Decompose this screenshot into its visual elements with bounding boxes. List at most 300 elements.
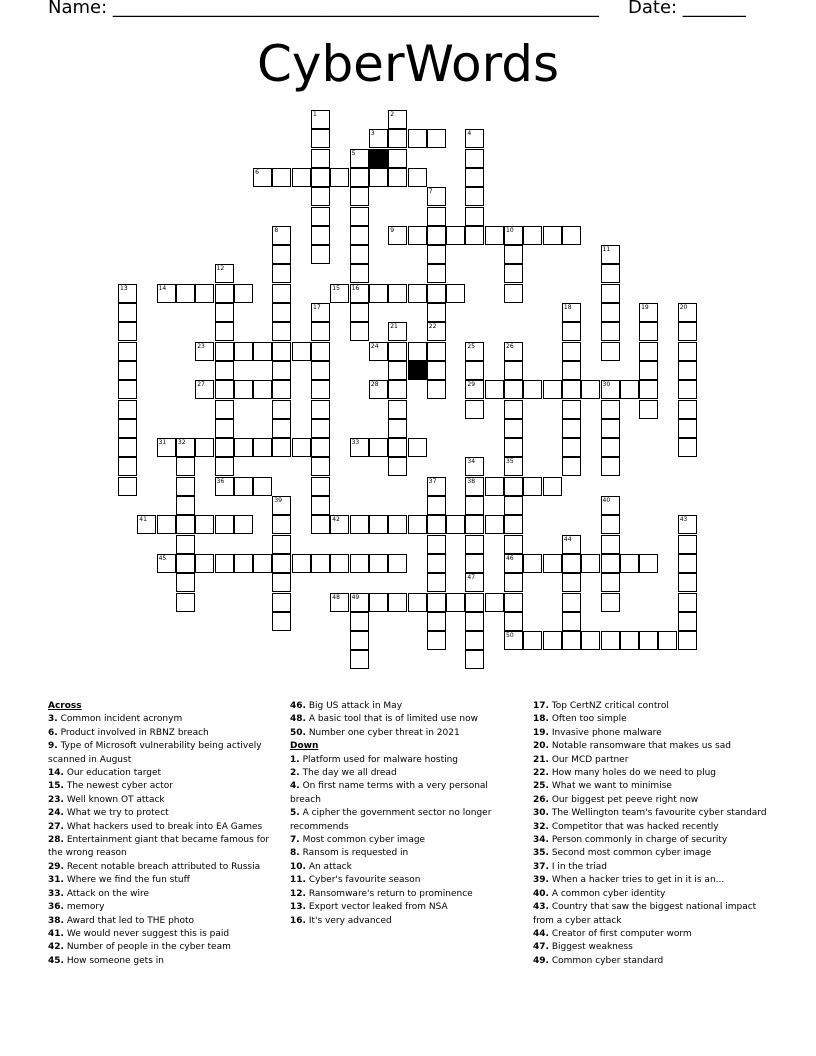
grid-cell[interactable] <box>350 322 369 341</box>
grid-cell[interactable] <box>118 322 137 341</box>
grid-cell[interactable] <box>350 226 369 245</box>
grid-cell[interactable] <box>408 515 427 534</box>
grid-cell[interactable] <box>369 342 388 361</box>
grid-cell[interactable] <box>137 515 156 534</box>
grid-cell[interactable] <box>234 438 253 457</box>
grid-cell[interactable] <box>350 187 369 206</box>
grid-cell[interactable] <box>408 438 427 457</box>
grid-cell[interactable] <box>446 515 465 534</box>
grid-cell[interactable] <box>504 400 523 419</box>
grid-cell[interactable] <box>272 322 291 341</box>
grid-cell[interactable] <box>118 361 137 380</box>
grid-cell[interactable] <box>504 361 523 380</box>
grid-cell[interactable] <box>427 342 446 361</box>
grid-cell[interactable] <box>504 631 523 650</box>
grid-cell[interactable] <box>176 554 195 573</box>
grid-cell[interactable] <box>118 342 137 361</box>
grid-cell[interactable] <box>427 129 446 148</box>
grid-cell[interactable] <box>311 187 330 206</box>
grid-cell[interactable] <box>523 380 542 399</box>
grid-cell[interactable] <box>350 149 369 168</box>
grid-cell[interactable] <box>408 168 427 187</box>
grid-cell[interactable] <box>601 400 620 419</box>
grid-cell[interactable] <box>620 380 639 399</box>
grid-cell[interactable] <box>485 477 504 496</box>
grid-cell[interactable] <box>272 245 291 264</box>
grid-cell[interactable] <box>253 554 272 573</box>
grid-cell[interactable] <box>388 593 407 612</box>
grid-cell[interactable] <box>465 226 484 245</box>
grid-cell[interactable] <box>215 477 234 496</box>
grid-cell[interactable] <box>601 496 620 515</box>
grid-cell[interactable] <box>215 284 234 303</box>
grid-cell[interactable] <box>504 419 523 438</box>
grid-cell[interactable] <box>465 207 484 226</box>
grid-cell[interactable] <box>272 226 291 245</box>
grid-cell[interactable] <box>388 400 407 419</box>
grid-cell[interactable] <box>157 284 176 303</box>
grid-cell[interactable] <box>601 457 620 476</box>
grid-cell[interactable] <box>176 515 195 534</box>
grid-cell[interactable] <box>330 515 349 534</box>
grid-cell[interactable] <box>388 419 407 438</box>
grid-cell[interactable] <box>195 515 214 534</box>
grid-cell[interactable] <box>118 438 137 457</box>
grid-cell[interactable] <box>446 226 465 245</box>
grid-cell[interactable] <box>215 361 234 380</box>
grid-cell[interactable] <box>272 515 291 534</box>
grid-cell[interactable] <box>311 361 330 380</box>
grid-cell[interactable] <box>292 554 311 573</box>
grid-cell[interactable] <box>427 477 446 496</box>
grid-cell[interactable] <box>311 129 330 148</box>
grid-cell[interactable] <box>678 322 697 341</box>
grid-cell[interactable] <box>562 457 581 476</box>
grid-cell[interactable] <box>601 535 620 554</box>
grid-cell[interactable] <box>272 361 291 380</box>
grid-cell[interactable] <box>504 438 523 457</box>
grid-cell[interactable] <box>215 554 234 573</box>
grid-cell[interactable] <box>678 380 697 399</box>
grid-cell[interactable] <box>388 342 407 361</box>
grid-cell[interactable] <box>562 631 581 650</box>
grid-cell[interactable] <box>234 554 253 573</box>
grid-cell[interactable] <box>601 303 620 322</box>
grid-cell[interactable] <box>504 380 523 399</box>
grid-cell[interactable] <box>446 284 465 303</box>
grid-cell[interactable] <box>234 477 253 496</box>
grid-cell[interactable] <box>350 168 369 187</box>
grid-cell[interactable] <box>465 149 484 168</box>
grid-cell[interactable] <box>427 515 446 534</box>
grid-cell[interactable] <box>272 264 291 283</box>
grid-cell[interactable] <box>272 419 291 438</box>
grid-cell[interactable] <box>176 284 195 303</box>
grid-cell[interactable] <box>388 438 407 457</box>
grid-cell[interactable] <box>658 631 677 650</box>
grid-cell[interactable] <box>562 535 581 554</box>
grid-cell[interactable] <box>523 477 542 496</box>
grid-cell[interactable] <box>253 168 272 187</box>
grid-cell[interactable] <box>620 554 639 573</box>
grid-cell[interactable] <box>485 380 504 399</box>
grid-cell[interactable] <box>388 129 407 148</box>
grid-cell[interactable] <box>176 573 195 592</box>
grid-cell[interactable] <box>253 438 272 457</box>
grid-cell[interactable] <box>118 457 137 476</box>
grid-cell[interactable] <box>485 515 504 534</box>
grid-cell[interactable] <box>678 361 697 380</box>
grid-cell[interactable] <box>234 284 253 303</box>
grid-cell[interactable] <box>369 168 388 187</box>
grid-cell[interactable] <box>350 650 369 669</box>
grid-cell[interactable] <box>350 515 369 534</box>
grid-cell[interactable] <box>408 284 427 303</box>
grid-cell[interactable] <box>118 380 137 399</box>
grid-cell[interactable] <box>350 631 369 650</box>
grid-cell[interactable] <box>292 438 311 457</box>
grid-cell[interactable] <box>408 342 427 361</box>
grid-cell[interactable] <box>427 322 446 341</box>
grid-cell[interactable] <box>388 554 407 573</box>
grid-cell[interactable] <box>272 535 291 554</box>
grid-cell[interactable] <box>388 457 407 476</box>
grid-cell[interactable] <box>504 593 523 612</box>
grid-cell[interactable] <box>215 438 234 457</box>
grid-cell[interactable] <box>504 284 523 303</box>
grid-cell[interactable] <box>678 303 697 322</box>
grid-cell[interactable] <box>253 477 272 496</box>
grid-cell[interactable] <box>369 438 388 457</box>
grid-cell[interactable] <box>272 342 291 361</box>
grid-cell[interactable] <box>427 361 446 380</box>
grid-cell[interactable] <box>427 207 446 226</box>
grid-cell[interactable] <box>523 226 542 245</box>
grid-cell[interactable] <box>601 284 620 303</box>
grid-cell[interactable] <box>176 535 195 554</box>
grid-cell[interactable] <box>311 207 330 226</box>
grid-cell[interactable] <box>427 535 446 554</box>
grid-cell[interactable] <box>311 438 330 457</box>
grid-cell[interactable] <box>234 515 253 534</box>
grid-cell[interactable] <box>350 284 369 303</box>
grid-cell[interactable] <box>562 419 581 438</box>
grid-cell[interactable] <box>215 303 234 322</box>
grid-cell[interactable] <box>601 554 620 573</box>
grid-cell[interactable] <box>601 245 620 264</box>
grid-cell[interactable] <box>292 342 311 361</box>
grid-cell[interactable] <box>388 361 407 380</box>
grid-cell[interactable] <box>311 554 330 573</box>
grid-cell[interactable] <box>504 477 523 496</box>
grid-cell[interactable] <box>639 554 658 573</box>
grid-cell[interactable] <box>562 438 581 457</box>
grid-cell[interactable] <box>427 593 446 612</box>
grid-cell[interactable] <box>465 400 484 419</box>
grid-cell[interactable] <box>504 342 523 361</box>
grid-cell[interactable] <box>465 535 484 554</box>
grid-cell[interactable] <box>176 457 195 476</box>
grid-cell[interactable] <box>427 303 446 322</box>
grid-cell[interactable] <box>678 612 697 631</box>
grid-cell[interactable] <box>465 515 484 534</box>
grid-cell[interactable] <box>504 515 523 534</box>
grid-cell[interactable] <box>388 110 407 129</box>
grid-cell[interactable] <box>639 380 658 399</box>
grid-cell[interactable] <box>408 129 427 148</box>
grid-cell[interactable] <box>311 457 330 476</box>
grid-cell[interactable] <box>311 303 330 322</box>
grid-cell[interactable] <box>601 264 620 283</box>
grid-cell[interactable] <box>350 207 369 226</box>
grid-cell[interactable] <box>176 438 195 457</box>
grid-cell[interactable] <box>350 593 369 612</box>
grid-cell[interactable] <box>639 361 658 380</box>
grid-cell[interactable] <box>504 535 523 554</box>
grid-cell[interactable] <box>504 612 523 631</box>
grid-cell[interactable] <box>523 631 542 650</box>
grid-cell[interactable] <box>157 554 176 573</box>
grid-cell[interactable] <box>639 631 658 650</box>
grid-cell[interactable] <box>350 438 369 457</box>
grid-cell[interactable] <box>543 631 562 650</box>
grid-cell[interactable] <box>311 322 330 341</box>
grid-cell[interactable] <box>465 593 484 612</box>
grid-cell[interactable] <box>465 361 484 380</box>
grid-cell[interactable] <box>234 342 253 361</box>
grid-cell[interactable] <box>272 612 291 631</box>
grid-cell[interactable] <box>427 612 446 631</box>
grid-cell[interactable] <box>118 477 137 496</box>
grid-cell[interactable] <box>620 631 639 650</box>
grid-cell[interactable] <box>408 226 427 245</box>
grid-cell[interactable] <box>388 515 407 534</box>
grid-cell[interactable] <box>118 400 137 419</box>
grid-cell[interactable] <box>272 593 291 612</box>
grid-cell[interactable] <box>369 380 388 399</box>
grid-cell[interactable] <box>601 438 620 457</box>
grid-cell[interactable] <box>678 438 697 457</box>
grid-cell[interactable] <box>427 284 446 303</box>
grid-cell[interactable] <box>157 515 176 534</box>
grid-cell[interactable] <box>504 264 523 283</box>
grid-cell[interactable] <box>601 380 620 399</box>
grid-cell[interactable] <box>543 226 562 245</box>
grid-cell[interactable] <box>639 322 658 341</box>
grid-cell[interactable] <box>311 245 330 264</box>
grid-cell[interactable] <box>562 226 581 245</box>
grid-cell[interactable] <box>350 612 369 631</box>
grid-cell[interactable] <box>311 149 330 168</box>
grid-cell[interactable] <box>639 303 658 322</box>
grid-cell[interactable] <box>272 554 291 573</box>
grid-cell[interactable] <box>465 380 484 399</box>
grid-cell[interactable] <box>678 400 697 419</box>
grid-cell[interactable] <box>427 245 446 264</box>
grid-cell[interactable] <box>601 322 620 341</box>
grid-cell[interactable] <box>176 496 195 515</box>
grid-cell[interactable] <box>504 573 523 592</box>
grid-cell[interactable] <box>311 110 330 129</box>
grid-cell[interactable] <box>562 400 581 419</box>
grid-cell[interactable] <box>215 515 234 534</box>
grid-cell[interactable] <box>504 245 523 264</box>
grid-cell[interactable] <box>465 554 484 573</box>
grid-cell[interactable] <box>215 419 234 438</box>
grid-cell[interactable] <box>504 457 523 476</box>
grid-cell[interactable] <box>215 322 234 341</box>
grid-cell[interactable] <box>388 380 407 399</box>
grid-cell[interactable] <box>427 554 446 573</box>
grid-cell[interactable] <box>678 631 697 650</box>
grid-cell[interactable] <box>639 400 658 419</box>
grid-cell[interactable] <box>253 380 272 399</box>
grid-cell[interactable] <box>543 477 562 496</box>
grid-cell[interactable] <box>562 380 581 399</box>
grid-cell[interactable] <box>311 226 330 245</box>
grid-cell[interactable] <box>311 419 330 438</box>
grid-cell[interactable] <box>465 342 484 361</box>
grid-cell[interactable] <box>427 380 446 399</box>
grid-cell[interactable] <box>369 515 388 534</box>
grid-cell[interactable] <box>118 419 137 438</box>
grid-cell[interactable] <box>562 361 581 380</box>
grid-cell[interactable] <box>311 168 330 187</box>
grid-cell[interactable] <box>678 419 697 438</box>
grid-cell[interactable] <box>215 380 234 399</box>
grid-cell[interactable] <box>465 477 484 496</box>
grid-cell[interactable] <box>562 573 581 592</box>
grid-cell[interactable] <box>195 554 214 573</box>
grid-cell[interactable] <box>562 303 581 322</box>
grid-cell[interactable] <box>562 612 581 631</box>
grid-cell[interactable] <box>388 322 407 341</box>
grid-cell[interactable] <box>195 342 214 361</box>
grid-cell[interactable] <box>562 342 581 361</box>
grid-cell[interactable] <box>639 342 658 361</box>
grid-cell[interactable] <box>195 438 214 457</box>
grid-cell[interactable] <box>504 226 523 245</box>
grid-cell[interactable] <box>350 245 369 264</box>
grid-cell[interactable] <box>350 554 369 573</box>
grid-cell[interactable] <box>350 303 369 322</box>
grid-cell[interactable] <box>678 535 697 554</box>
grid-cell[interactable] <box>215 264 234 283</box>
grid-cell[interactable] <box>523 554 542 573</box>
grid-cell[interactable] <box>253 342 272 361</box>
grid-cell[interactable] <box>215 400 234 419</box>
grid-cell[interactable] <box>272 168 291 187</box>
grid-cell[interactable] <box>311 496 330 515</box>
grid-cell[interactable] <box>330 284 349 303</box>
grid-cell[interactable] <box>195 284 214 303</box>
grid-cell[interactable] <box>369 284 388 303</box>
grid-cell[interactable] <box>427 264 446 283</box>
grid-cell[interactable] <box>369 593 388 612</box>
grid-cell[interactable] <box>601 593 620 612</box>
grid-cell[interactable] <box>581 554 600 573</box>
grid-cell[interactable] <box>311 515 330 534</box>
grid-cell[interactable] <box>118 303 137 322</box>
grid-cell[interactable] <box>678 554 697 573</box>
grid-cell[interactable] <box>465 612 484 631</box>
grid-cell[interactable] <box>330 168 349 187</box>
grid-cell[interactable] <box>562 593 581 612</box>
grid-cell[interactable] <box>272 380 291 399</box>
grid-cell[interactable] <box>311 342 330 361</box>
grid-cell[interactable] <box>543 380 562 399</box>
grid-cell[interactable] <box>272 496 291 515</box>
grid-cell[interactable] <box>272 573 291 592</box>
grid-cell[interactable] <box>330 554 349 573</box>
grid-cell[interactable] <box>581 631 600 650</box>
grid-cell[interactable] <box>272 284 291 303</box>
grid-cell[interactable] <box>465 650 484 669</box>
grid-cell[interactable] <box>311 380 330 399</box>
grid-cell[interactable] <box>485 226 504 245</box>
grid-cell[interactable] <box>234 380 253 399</box>
grid-cell[interactable] <box>369 554 388 573</box>
grid-cell[interactable] <box>272 303 291 322</box>
grid-cell[interactable] <box>408 593 427 612</box>
grid-cell[interactable] <box>388 168 407 187</box>
grid-cell[interactable] <box>272 400 291 419</box>
grid-cell[interactable] <box>678 593 697 612</box>
grid-cell[interactable] <box>465 631 484 650</box>
grid-cell[interactable] <box>562 322 581 341</box>
grid-cell[interactable] <box>176 477 195 496</box>
grid-cell[interactable] <box>427 187 446 206</box>
grid-cell[interactable] <box>369 129 388 148</box>
grid-cell[interactable] <box>504 496 523 515</box>
grid-cell[interactable] <box>543 554 562 573</box>
grid-cell[interactable] <box>601 515 620 534</box>
grid-cell[interactable] <box>427 631 446 650</box>
grid-cell[interactable] <box>465 168 484 187</box>
grid-cell[interactable] <box>215 342 234 361</box>
grid-cell[interactable] <box>330 593 349 612</box>
grid-cell[interactable] <box>118 284 137 303</box>
grid-cell[interactable] <box>272 438 291 457</box>
grid-cell[interactable] <box>601 419 620 438</box>
grid-cell[interactable] <box>601 573 620 592</box>
grid-cell[interactable] <box>446 593 465 612</box>
grid-cell[interactable] <box>195 380 214 399</box>
grid-cell[interactable] <box>601 342 620 361</box>
grid-cell[interactable] <box>581 380 600 399</box>
grid-cell[interactable] <box>678 573 697 592</box>
grid-cell[interactable] <box>601 631 620 650</box>
grid-cell[interactable] <box>388 149 407 168</box>
grid-cell[interactable] <box>465 129 484 148</box>
grid-cell[interactable] <box>465 496 484 515</box>
grid-cell[interactable] <box>465 457 484 476</box>
grid-cell[interactable] <box>485 593 504 612</box>
grid-cell[interactable] <box>465 573 484 592</box>
grid-cell[interactable] <box>176 593 195 612</box>
grid-cell[interactable] <box>350 264 369 283</box>
grid-cell[interactable] <box>427 573 446 592</box>
grid-cell[interactable] <box>215 457 234 476</box>
grid-cell[interactable] <box>562 554 581 573</box>
grid-cell[interactable] <box>678 342 697 361</box>
grid-cell[interactable] <box>157 438 176 457</box>
grid-cell[interactable] <box>311 477 330 496</box>
grid-cell[interactable] <box>311 400 330 419</box>
grid-cell[interactable] <box>427 496 446 515</box>
grid-cell[interactable] <box>427 226 446 245</box>
grid-cell[interactable] <box>678 515 697 534</box>
